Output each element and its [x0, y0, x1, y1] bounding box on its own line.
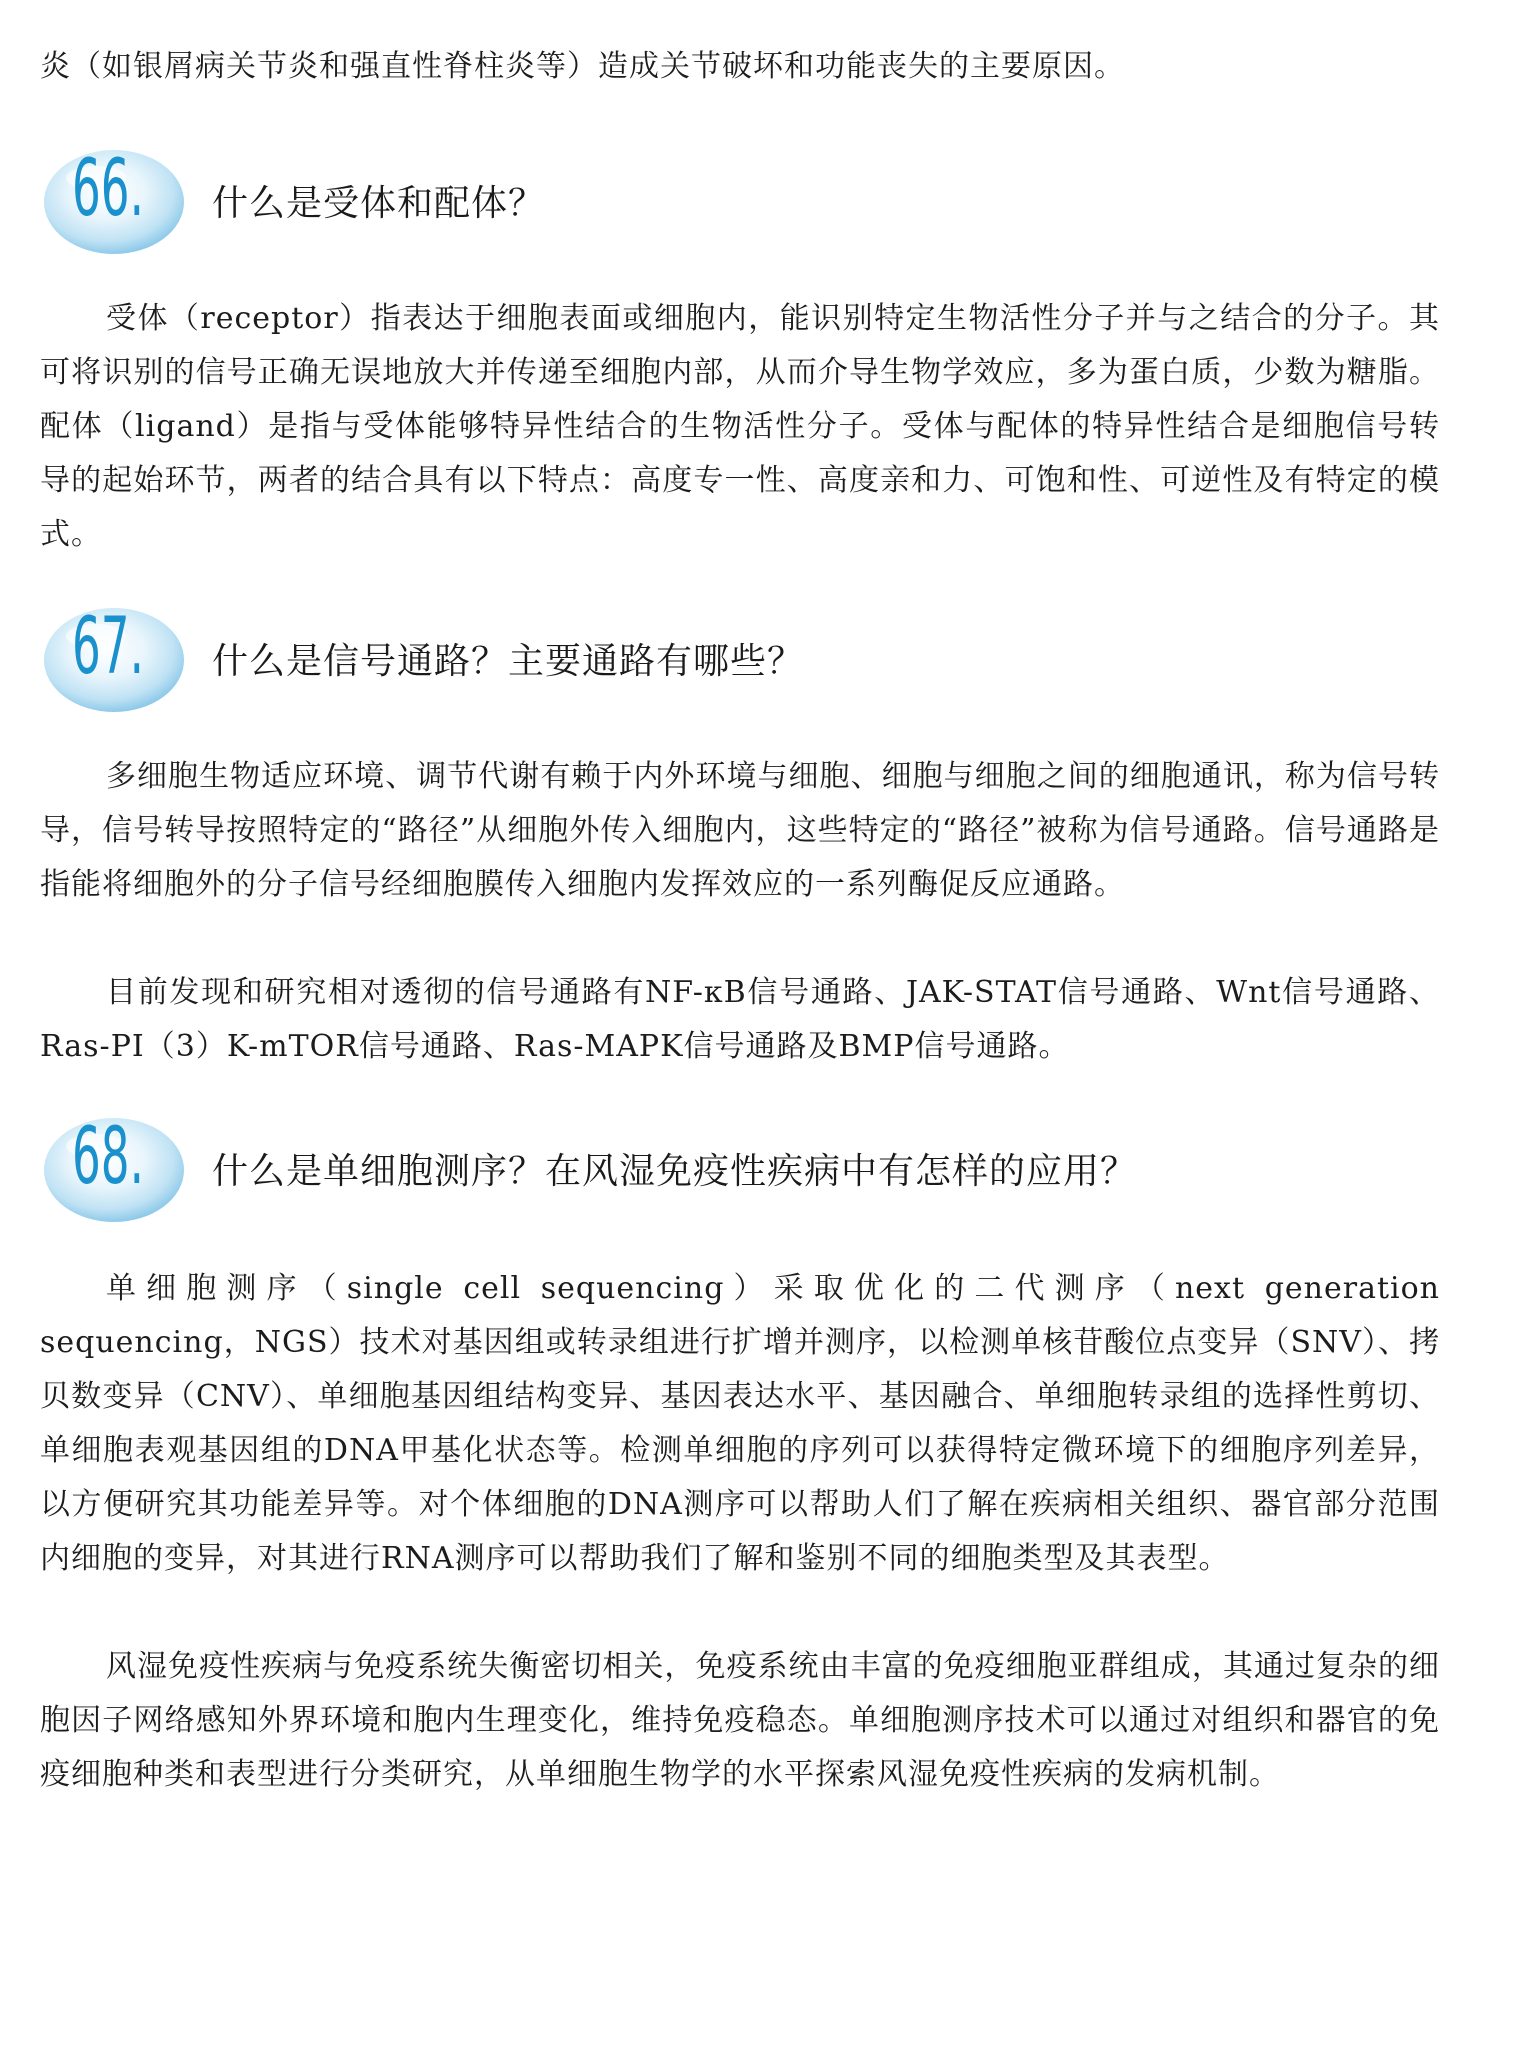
- question-67-heading: [36, 598, 1476, 718]
- question-66-heading: [36, 140, 1476, 260]
- question-title: 什么是单细胞测序？在风湿免疫性疾病中有怎样的应用？: [212, 1151, 1138, 1192]
- question-title: 什么是信号通路？主要通路有哪些？: [212, 641, 805, 682]
- paragraph-continued: 炎（如银屑病关节炎和强直性脊柱炎等）造成关节破坏和功能丧失的主要原因。: [40, 49, 1125, 84]
- question-number: 68.: [72, 1112, 144, 1202]
- question-number: 67.: [72, 602, 144, 692]
- paragraph: 单细胞测序（single cell sequencing）采取优化的二代测序（next generation sequencing，NGS）技术对基因组或转录组进行扩增并测序，以检测单核苷酸位点变异（SNV）、拷贝数变异（CNV）、单细胞基因组结构变异、基因表达水平、基因融合、单细胞转录组的选择性剪切、单细胞表观基因组的DNA甲基化状态等。检测单细胞的序列可以获得特定微环境下的细胞序列差异，以方便研究其功能差异等。对个体细胞的DNA测序可以帮助人们了解在疾病相关组织、器官部分范围内细胞的变异，对其进行RNA测序可以帮助我们了解和鉴别不同的细胞类型及其表型。: [40, 1271, 1440, 1576]
- paragraph: 风湿免疫性疾病与免疫系统失衡密切相关，免疫系统由丰富的免疫细胞亚群组成，其通过复杂的细胞因子网络感知外界环境和胞内生理变化，维持免疫稳态。单细胞测序技术可以通过对组织和器官的免疫细胞种类和表型进行分类研究，从单细胞生物学的水平探索风湿免疫性疾病的发病机制。: [40, 1649, 1440, 1792]
- paragraph: 受体（receptor）指表达于细胞表面或细胞内，能识别特定生物活性分子并与之结合的分子。其可将识别的信号正确无误地放大并传递至细胞内部，从而介导生物学效应，多为蛋白质，少数为糖脂。配体（ligand）是指与受体能够特异性结合的生物活性分子。受体与配体的特异性结合是细胞信号转导的起始环节，两者的结合具有以下特点：高度专一性、高度亲和力、可饱和性、可逆性及有特定的模式。: [40, 301, 1440, 552]
- paragraph: 目前发现和研究相对透彻的信号通路有NF-κB信号通路、JAK-STAT信号通路、Wnt信号通路、Ras-PI（3）K-mTOR信号通路、Ras-MAPK信号通路及BMP信号通路。: [40, 975, 1440, 1064]
- question-number: 66.: [72, 144, 144, 234]
- question-68-heading: [36, 1108, 1476, 1228]
- question-title: 什么是受体和配体？: [212, 183, 546, 224]
- paragraph: 多细胞生物适应环境、调节代谢有赖于内外环境与细胞、细胞与细胞之间的细胞通讯，称为信号转导，信号转导按照特定的“路径”从细胞外传入细胞内，这些特定的“路径”被称为信号通路。信号通路是指能将细胞外的分子信号经细胞膜传入细胞内发挥效应的一系列酶促反应通路。: [40, 759, 1440, 902]
